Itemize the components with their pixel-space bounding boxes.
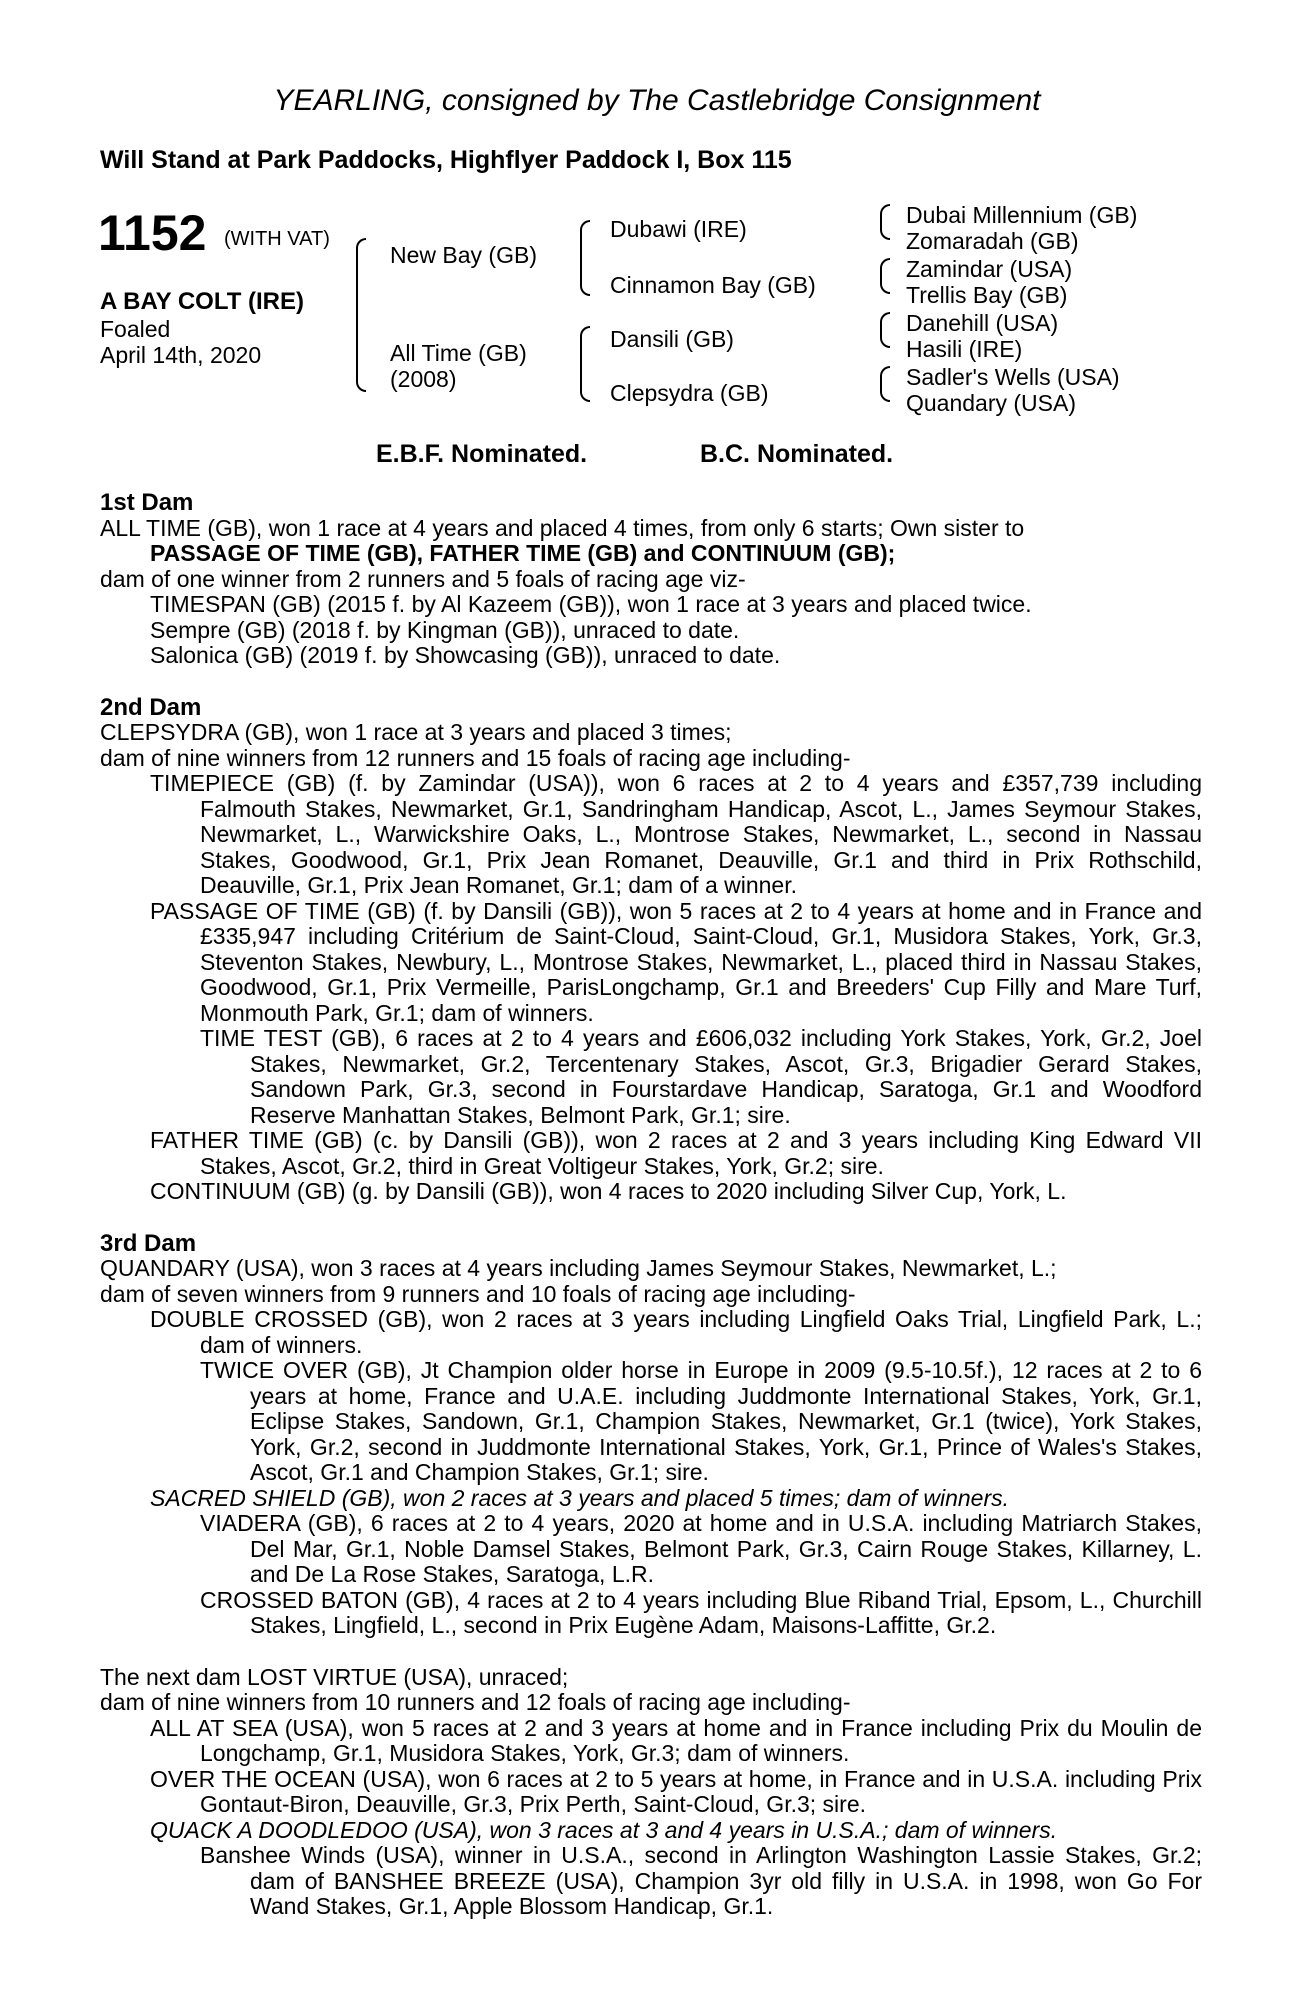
lot-number: 1152: [98, 205, 207, 261]
third-dam-line-2: dam of seven winners from 9 runners and 10 foals of racing age including-: [100, 1280, 856, 1307]
first-dam-line-5: Sempre (GB) (2018 f. by Kingman (GB)), unraced to date.: [150, 616, 740, 643]
foaled-label: Foaled: [100, 316, 171, 342]
first-dam-line-2: PASSAGE OF TIME (GB), FATHER TIME (GB) and CONTINUUM (GB);: [150, 540, 896, 566]
ebf-nomination: E.B.F. Nominated.: [376, 440, 588, 468]
pedigree-g2: Zomaradah (GB): [906, 228, 1079, 254]
stand-location: Will Stand at Park Paddocks, Highflyer Paddock I, Box 115: [100, 146, 792, 174]
second-dam-timepiece: TIMEPIECE (GB) (f. by Zamindar (USA)), won 6 races at 2 to 4 years and £357,739 including Falmouth Stakes, Newmarket, Gr.1, Sandringham Handicap, Ascot, L., James Seymour Stakes, Newmarket, L., Warwickshire Oaks, L., Montrose Stakes, Newmarket, L., second in Nassau Stakes, Goodwood, Gr.1, Prix Jean Romanet, Deauville, Gr.1 and third in Prix Rothschild, Deauville, Gr.1, Prix Jean Romanet, Gr.1; dam of a winner.: [150, 770, 1202, 898]
first-dam-line-4: TIMESPAN (GB) (2015 f. by Al Kazeem (GB)), won 1 race at 3 years and placed twice.: [150, 591, 1032, 617]
third-dam-heading: 3rd Dam: [100, 1229, 197, 1257]
pedigree-g1: Dubai Millennium (GB): [906, 202, 1138, 228]
pedigree-brace-main: [356, 238, 366, 392]
third-dam-twice-over: TWICE OVER (GB), Jt Champion older horse in Europe in 2009 (9.5-10.5f.), 12 races at 2 to 6 years at home, France and U.A.E. including Juddmonte International Stakes, York, Gr.1, Eclipse Stakes, Sandown, Gr.1, Champion Stakes, Newmarket, Gr.1 (twice), York Stakes, York, Gr.2, second in Juddmonte International Stakes, York, Gr.1, Prince of Wales's Stakes, Ascot, Gr.1 and Champion Stakes, Gr.1; sire.: [200, 1357, 1202, 1485]
first-dam-line-1: ALL TIME (GB), won 1 race at 4 years and placed 4 times, from only 6 starts; Own sister to: [100, 514, 1025, 541]
pedigree-dam-year: (2008): [390, 366, 457, 392]
pedigree-brace-g2: [880, 258, 890, 294]
pedigree-sire-sire: Dubawi (IRE): [610, 216, 747, 242]
pedigree-g4: Trellis Bay (GB): [906, 282, 1068, 308]
next-dam-line-1: The next dam LOST VIRTUE (USA), unraced;: [100, 1663, 569, 1690]
next-dam-banshee-winds: Banshee Winds (USA), winner in U.S.A., second in Arlington Washington Lassie Stakes, Gr.2; dam of BANSHEE BREEZE (USA), Champion 3yr old filly in U.S.A. in 1998, won Go For Wand Stakes, Gr.1, Apple Blossom Handicap, Gr.1.: [200, 1842, 1202, 1919]
third-dam-sacred-shield: SACRED SHIELD (GB), won 2 races at 3 years and placed 5 times; dam of winners.: [150, 1484, 1010, 1511]
vat-note: (WITH VAT): [224, 228, 330, 250]
third-dam-line-1: QUANDARY (USA), won 3 races at 4 years including James Seymour Stakes, Newmarket, L.;: [100, 1255, 1057, 1281]
next-dam-line-2: dam of nine winners from 10 runners and 12 foals of racing age including-: [100, 1689, 851, 1715]
second-dam-heading: 2nd Dam: [100, 693, 202, 721]
first-dam-line-3: dam of one winner from 2 runners and 5 foals of racing age viz-: [100, 565, 746, 592]
pedigree-dam-dam: Clepsydra (GB): [610, 380, 769, 406]
pedigree-g3: Zamindar (USA): [906, 256, 1073, 282]
pedigree-brace-g4: [880, 366, 890, 402]
pedigree-g6: Hasili (IRE): [906, 336, 1023, 362]
pedigree-brace-g1: [880, 204, 890, 240]
next-dam-all-at-sea: ALL AT SEA (USA), won 5 races at 2 and 3 years at home and in France including Prix du Moulin de Longchamp, Gr.1, Musidora Stakes, York, Gr.3; dam of winners.: [150, 1714, 1202, 1766]
page-title: YEARLING, consigned by The Castlebridge Consignment: [273, 84, 1041, 117]
catalogue-body: [100, 490, 1202, 1920]
second-dam-passage-of-time: PASSAGE OF TIME (GB) (f. by Dansili (GB)), won 5 races at 2 to 4 years at home and in France and £335,947 including Critérium de Saint-Cloud, Saint-Cloud, Gr.1, Musidora Stakes, York, Gr.3, Steventon Stakes, Newbury, L., Montrose Stakes, Newmarket, L., placed third in Nassau Stakes, Goodwood, Gr.1, Prix Vermeille, ParisLongchamp, Gr.1 and Breeders' Cup Filly and Mare Turf, Monmouth Park, Gr.1; dam of winners.: [150, 897, 1202, 1026]
second-dam-line-1: CLEPSYDRA (GB), won 1 race at 3 years and placed 3 times;: [100, 719, 732, 745]
pedigree-g5: Danehill (USA): [906, 310, 1059, 336]
pedigree-dam-sire: Dansili (GB): [610, 326, 734, 352]
third-dam-viadera: VIADERA (GB), 6 races at 2 to 4 years, 2020 at home and in U.S.A. including Matriarch Stakes, Del Mar, Gr.1, Noble Damsel Stakes, Belmont Park, Gr.3, Cairn Rouge Stakes, Killarney, L. and De La Rose Stakes, Saratoga, L.R.: [200, 1510, 1202, 1587]
pedigree-sire: New Bay (GB): [390, 242, 537, 268]
pedigree-brace-g3: [880, 312, 890, 348]
pedigree-brace-sire: [580, 220, 590, 296]
pedigree-dam: All Time (GB): [390, 340, 527, 366]
bc-nomination: B.C. Nominated.: [700, 440, 894, 468]
pedigree-sire-dam: Cinnamon Bay (GB): [610, 272, 816, 298]
second-dam-line-2: dam of nine winners from 12 runners and 15 foals of racing age including-: [100, 744, 851, 771]
pedigree-g8: Quandary (USA): [906, 390, 1077, 416]
third-dam-double-crossed: DOUBLE CROSSED (GB), won 2 races at 3 years including Lingfield Oaks Trial, Lingfield Park, L.; dam of winners.: [150, 1306, 1202, 1358]
pedigree-brace-dam: [580, 326, 590, 402]
second-dam-time-test: TIME TEST (GB), 6 races at 2 to 4 years and £606,032 including York Stakes, York, Gr.2, Joel Stakes, Newmarket, Gr.2, Tercentenary Stakes, Ascot, Gr.3, Brigadier Gerard Stakes, Sandown Park, Gr.3, second in Fourstardave Handicap, Saratoga, Gr.1 and Woodford Reserve Manhattan Stakes, Belmont Park, Gr.1; sire.: [200, 1025, 1202, 1128]
next-dam-quack-a-doodledoo: QUACK A DOODLEDOO (USA), won 3 races at 3 and 4 years in U.S.A.; dam of winners.: [150, 1816, 1058, 1843]
foaled-date: April 14th, 2020: [100, 342, 262, 368]
second-dam-continuum: CONTINUUM (GB) (g. by Dansili (GB)), won 4 races to 2020 including Silver Cup, York, L.: [150, 1178, 1067, 1204]
first-dam-line-6: Salonica (GB) (2019 f. by Showcasing (GB)), unraced to date.: [150, 642, 781, 668]
horse-name: A BAY COLT (IRE): [100, 288, 305, 315]
second-dam-father-time: FATHER TIME (GB) (c. by Dansili (GB)), won 2 races at 2 and 3 years including King Edward VII Stakes, Ascot, Gr.2, third in Great Voltigeur Stakes, York, Gr.2; sire.: [150, 1127, 1202, 1179]
next-dam-over-the-ocean: OVER THE OCEAN (USA), won 6 races at 2 to 5 years at home, in France and in U.S.A. including Prix Gontaut-Biron, Deauville, Gr.3, Prix Perth, Saint-Cloud, Gr.3; sire.: [150, 1765, 1202, 1817]
first-dam-heading: 1st Dam: [100, 489, 194, 516]
pedigree-g7: Sadler's Wells (USA): [906, 364, 1120, 390]
third-dam-crossed-baton: CROSSED BATON (GB), 4 races at 2 to 4 years including Blue Riband Trial, Epsom, L., Churchill Stakes, Lingfield, L., second in Prix Eugène Adam, Maisons-Laffitte, Gr.2.: [200, 1586, 1202, 1638]
